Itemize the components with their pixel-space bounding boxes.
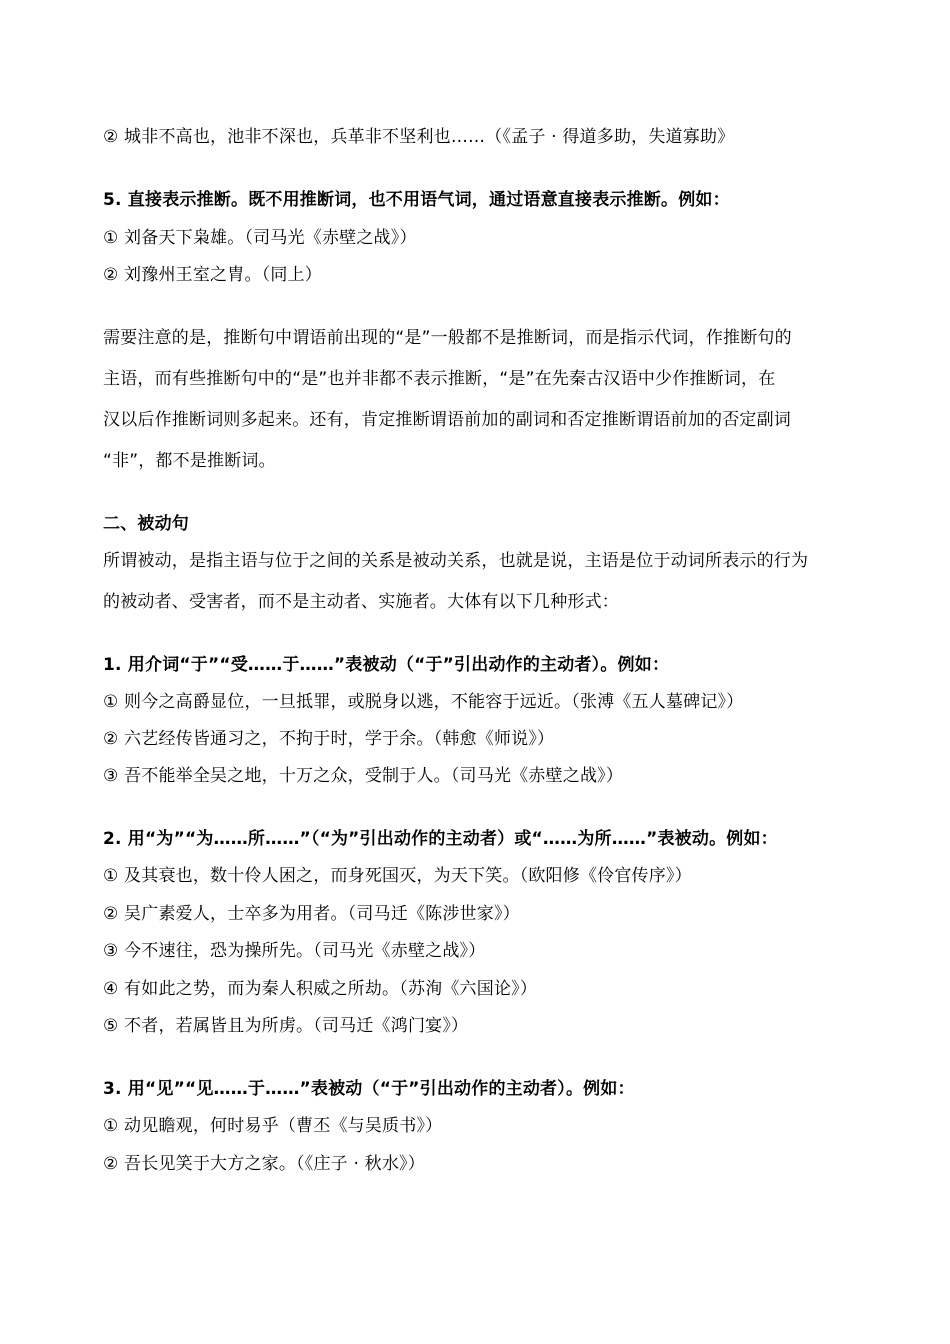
paragraph-line: 汉以后作推断词则多起来。还有，肯定推断谓语前加的副词和否定推断谓语前加的否定副词 (103, 410, 791, 430)
example-line: ① 及其衰也，数十伶人困之，而身死国灭，为天下笑。（欧阳修《伶官传序》） (103, 866, 692, 886)
section-heading: 5. 直接表示推断。既不用推断词，也不用语气词，通过语意直接表示推断。例如： (103, 190, 730, 210)
section-heading: 3. 用“见”“见……于……”表被动（“于”引出动作的主动者）。例如： (103, 1079, 635, 1099)
example-line: ① 刘备天下枭雄。（司马光《赤壁之战》） (103, 228, 417, 248)
example-line: ② 吴广素爱人，士卒多为用者。（司马迁《陈涉世家》） (103, 904, 520, 924)
chapter-heading: 二、被动句 (103, 514, 189, 534)
paragraph-line: 主语，而有些推断句中的“是”也并非都不表示推断，“是”在先秦古汉语中少作推断词，在 (103, 369, 776, 389)
example-line: ④ 有如此之势，而为秦人积威之所劫。（苏洵《六国论》） (103, 979, 538, 999)
example-line: ② 六艺经传皆通习之，不拘于时，学于余。（韩愈《师说》） (103, 729, 555, 749)
example-line: ⑤ 不者，若属皆且为所虏。（司马迁《鸿门宴》） (103, 1016, 469, 1036)
paragraph-line: “非”，都不是推断词。 (103, 451, 276, 471)
example-line: ② 吾长见笑于大方之家。（《庄子 · 秋水》） (103, 1154, 425, 1174)
example-line: ③ 今不速往，恐为操所先。（司马光《赤壁之战》） (103, 941, 486, 961)
paragraph-line: 需要注意的是，推断句中谓语前出现的“是”一般都不是推断词，而是指示代词，作推断句的 (103, 328, 792, 348)
example-line: ③ 吾不能举全吴之地，十万之众，受制于人。（司马光《赤壁之战》） (103, 766, 624, 786)
example-line: ② 刘豫州王室之胄。（同上） (103, 265, 322, 285)
paragraph-line: 的被动者、受害者，而不是主动者、实施者。大体有以下几种形式： (103, 592, 619, 612)
example-line: ② 城非不高也，池非不深也，兵革非不坚利也……（《孟子 · 得道多助，失道寡助》 (103, 127, 735, 147)
section-heading: 2. 用“为”“为……所……”（“为”引出动作的主动者）或“……为所……”表被动。例如： (103, 829, 778, 849)
paragraph-line: 所谓被动，是指主语与位于之间的关系是被动关系，也就是说，主语是位于动词所表示的行为 (103, 551, 809, 571)
section-heading: 1. 用介词“于”“受……于……”表被动（“于”引出动作的主动者）。例如： (103, 655, 670, 675)
example-line: ① 动见瞻观，何时易乎（曹丕《与吴质书》） (103, 1116, 443, 1136)
example-line: ① 则今之高爵显位，一旦抵罪，或脱身以逃，不能容于远近。（张溥《五人墓碑记》） (103, 692, 744, 712)
